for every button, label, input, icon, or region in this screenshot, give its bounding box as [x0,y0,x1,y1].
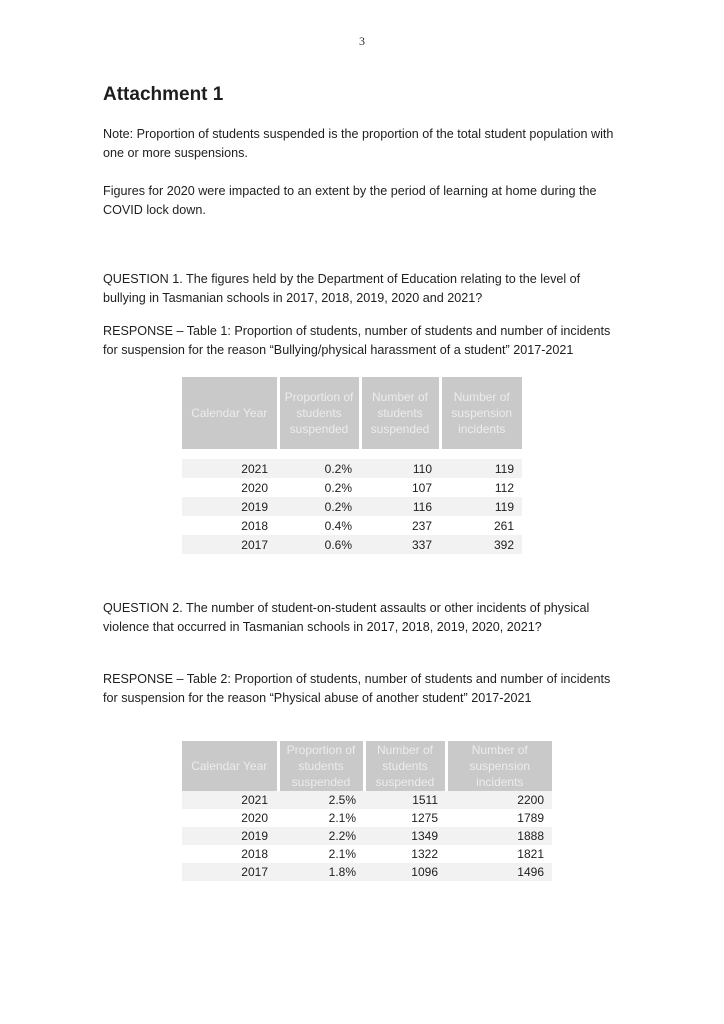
table-row [182,827,552,845]
table-row [182,791,552,809]
proportion-cell: 0.2% [278,459,360,478]
table-row [182,845,552,863]
year-cell: 2021 [182,459,278,478]
students-cell: 116 [360,497,440,516]
proportion-cell: 0.2% [324,480,352,495]
table-row [182,863,552,881]
header-suspension-incidents: Number of suspension incidents [446,741,552,791]
response-1-caption: RESPONSE – Table 1: Proportion of students, number of students and number of incidents for suspension for the reason “Bullying/physical harassment of a student” 2017-2021 [103,324,611,357]
students-cell: 1322 [411,847,438,861]
table-header-row [182,741,552,791]
incidents-cell: 261 [493,518,514,533]
incidents-cell: 1789 [517,811,544,825]
year-cell: 2019 [182,497,278,516]
year-cell: 2021 [182,791,278,809]
incidents-cell: 1821 [517,847,544,861]
table-row [182,497,522,516]
year-cell: 2020 [241,811,268,825]
table-row [182,809,552,827]
year-cell: 2018 [241,518,268,533]
bullying-suspension-table [182,377,522,554]
proportion-cell: 2.2% [278,827,364,845]
proportion-cell: 0.2% [278,497,360,516]
physical-abuse-suspension-table [182,741,552,881]
students-cell: 237 [411,518,432,533]
incidents-cell: 1888 [446,827,552,845]
header-students-suspended: Number of students suspended [360,377,440,449]
page-number: 3 [359,34,365,48]
incidents-cell: 2200 [446,791,552,809]
response-2-caption: RESPONSE – Table 2: Proportion of students, number of students and number of incidents for suspension for the reason “Physical abuse of another student” 2017-2021 [103,672,611,705]
table-row [182,478,522,497]
page-title: Attachment 1 [103,84,224,105]
header-students-suspended: Number of students suspended [364,741,446,791]
header-suspension-incidents: Number of suspension incidents [440,377,522,449]
incidents-cell: 112 [494,480,514,495]
question-1: QUESTION 1. The figures held by the Department of Education relating to the level of bullying in Tasmanian schools in 2017, 2018, 2019, 2020 and 2021? [103,272,581,305]
header-proportion-suspended: Proportion of students suspended [278,377,360,449]
incidents-cell: 119 [440,497,522,516]
proportion-cell: 1.8% [278,863,364,881]
table-row [182,459,522,478]
incidents-cell: 119 [440,459,522,478]
students-cell: 1349 [364,827,446,845]
table-header-row [182,377,522,449]
proportion-cell: 2.5% [278,791,364,809]
covid-note-paragraph: Figures for 2020 were impacted to an extent by the period of learning at home during the COVID lock down. [103,184,597,217]
year-cell: 2017 [182,535,278,554]
incidents-cell: 1496 [446,863,552,881]
note-paragraph: Note: Proportion of students suspended is the proportion of the total student population with one or more suspensions. [103,127,614,160]
year-cell: 2018 [241,847,268,861]
proportion-cell: 2.1% [328,847,356,861]
incidents-cell: 392 [440,535,522,554]
students-cell: 1275 [411,811,438,825]
question-2: QUESTION 2. The number of student-on-student assaults or other incidents of physical violence that occurred in Tasmanian schools in 2017, 2018, 2019, 2020, 2021? [103,601,590,634]
table-row [182,516,522,535]
students-cell: 1511 [364,791,446,809]
header-proportion-suspended: Proportion of students suspended [278,741,364,791]
year-cell: 2019 [182,827,278,845]
students-cell: 107 [411,480,432,495]
proportion-cell: 0.6% [278,535,360,554]
students-cell: 1096 [364,863,446,881]
students-cell: 110 [360,459,440,478]
year-cell: 2017 [182,863,278,881]
proportion-cell: 0.4% [324,518,352,533]
header-calendar-year: Calendar Year [182,377,278,449]
table-row [182,535,522,554]
proportion-cell: 2.1% [328,811,356,825]
year-cell: 2020 [241,480,268,495]
students-cell: 337 [360,535,440,554]
header-calendar-year: Calendar Year [182,741,278,791]
